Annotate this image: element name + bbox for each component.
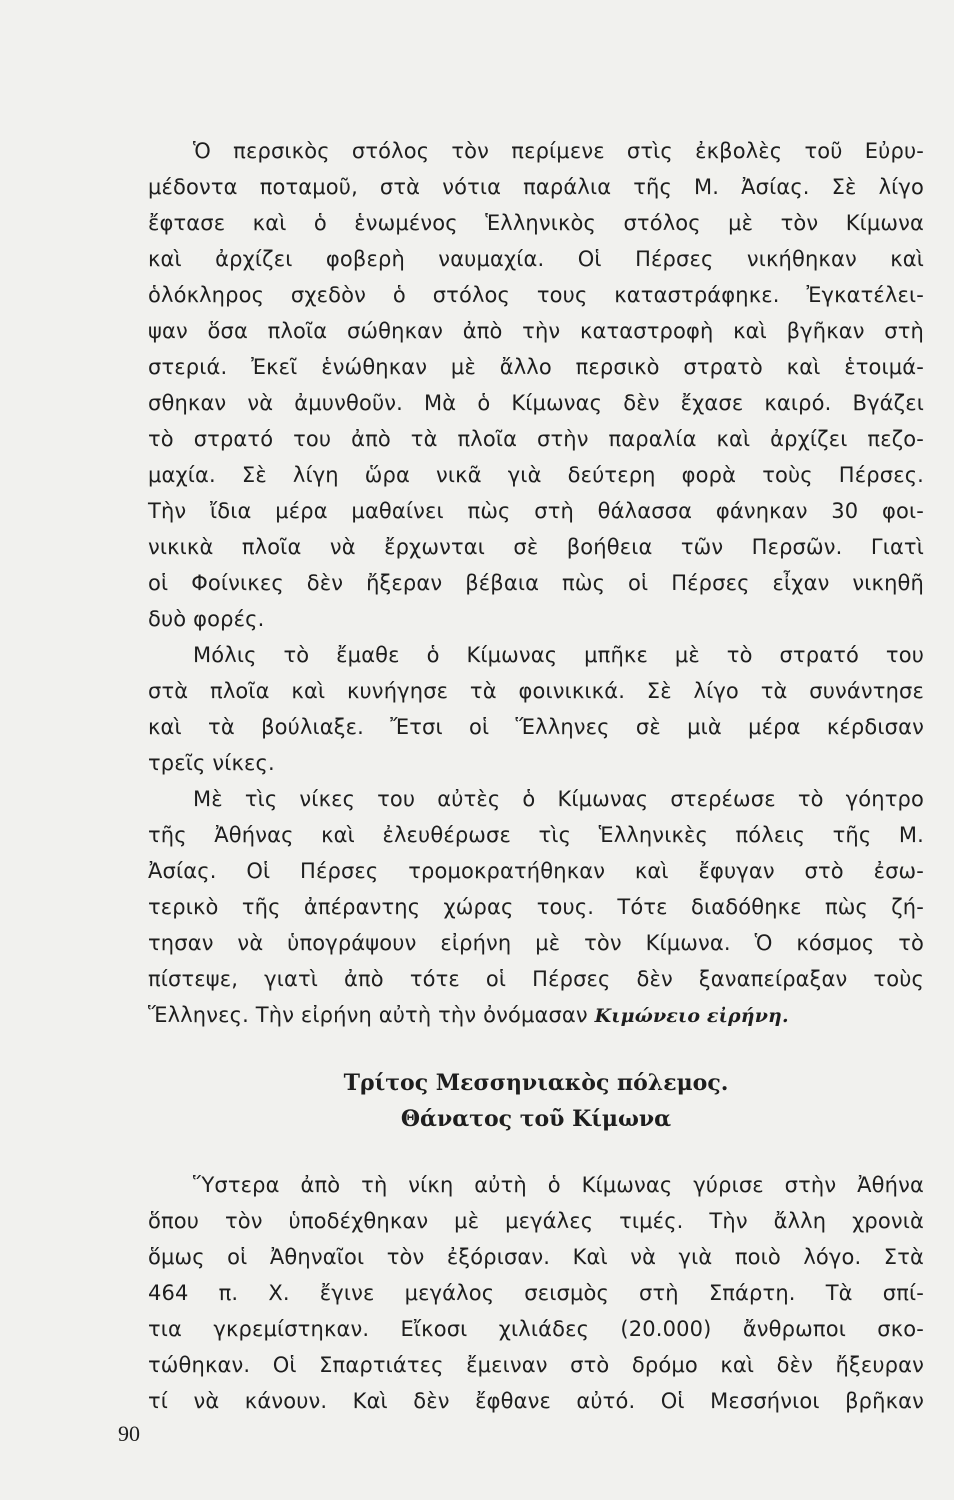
text-line: νικικὰ πλοῖα νὰ ἔρχωνται σὲ βοήθεια τῶν Περσῶν. Γιατὶ <box>148 535 924 559</box>
text-line: οἱ Φοίνικες δὲν ἤξεραν βέβαια πὼς οἱ Πέρσες εἶχαν νικηθῆ <box>148 571 924 595</box>
text-span: Ἕλληνες. Τὴν εἰρήνη αὐτὴ τὴν ὀνόμασαν <box>148 1003 588 1027</box>
text-line: ψαν ὅσα πλοῖα σώθηκαν ἀπὸ τὴν καταστροφὴ καὶ βγῆκαν στὴ <box>148 319 924 343</box>
text-line: τί νὰ κάνουν. Καὶ δὲν ἔφθανε αὐτό. Οἱ Μεσσήνιοι βρῆκαν <box>148 1389 924 1413</box>
section-heading: Τρίτος Μεσσηνιακὸς πόλεμος. <box>343 1070 729 1096</box>
text-line: τὸ στρατό του ἀπὸ τὰ πλοῖα στὴν παραλία καὶ ἀρχίζει πεζο- <box>148 427 924 451</box>
text-line <box>148 1000 924 1031</box>
text-line: τησαν νὰ ὑπογράψουν εἰρήνη μὲ τὸν Κίμωνα. Ὁ κόσμος τὸ <box>148 931 924 955</box>
text-line: τρεῖς νίκες. <box>148 751 275 775</box>
section-subheading: Θάνατος τοῦ Κίμωνα <box>400 1106 672 1132</box>
text-line: καὶ τὰ βούλιαξε. Ἔτσι οἱ Ἕλληνες σὲ μιὰ μέρα κέρδισαν <box>148 715 924 739</box>
text-line: Ἀσίας. Οἱ Πέρσες τρομοκρατήθηκαν καὶ ἔφυγαν στὸ ἐσω- <box>148 859 924 883</box>
text-line: μέδοντα ποταμοῦ, στὰ νότια παράλια τῆς Μ. Ἀσίας. Σὲ λίγο <box>148 175 924 199</box>
text-line: στὰ πλοῖα καὶ κυνήγησε τὰ φοινικικά. Σὲ λίγο τὰ συνάντησε <box>148 679 924 703</box>
text-line: σθηκαν νὰ ἀμυνθοῦν. Μὰ ὁ Κίμωνας δὲν ἔχασε καιρό. Βγάζει <box>148 391 924 415</box>
text-line: ὁλόκληρος σχεδὸν ὁ στόλος τους καταστράφηκε. Ἐγκατέλει- <box>148 283 924 307</box>
text-line: 464 π. Χ. ἔγινε μεγάλος σεισμὸς στὴ Σπάρτη. Τὰ σπί- <box>148 1281 924 1305</box>
text-line: δυὸ φορές. <box>148 607 265 631</box>
text-line: τῆς Ἀθήνας καὶ ἐλευθέρωσε τὶς Ἑλληνικὲς πόλεις τῆς Μ. <box>148 823 924 847</box>
text-line: τερικὸ τῆς ἀπέραντης χώρας τους. Τότε διαδόθηκε πὼς ζή- <box>148 895 924 919</box>
text-line: ὅμως οἱ Ἀθηναῖοι τὸν ἐξόρισαν. Καὶ νὰ γιὰ ποιὸ λόγο. Στὰ <box>148 1245 924 1269</box>
text-line: ἔφτασε καὶ ὁ ἑνωμένος Ἑλληνικὸς στόλος μὲ τὸν Κίμωνα <box>148 211 924 235</box>
text-line: Ὕστερα ἀπὸ τὴ νίκη αὐτὴ ὁ Κίμωνας γύρισε στὴν Ἀθήνα <box>193 1173 924 1197</box>
text-line: στεριά. Ἐκεῖ ἑνώθηκαν μὲ ἄλλο περσικὸ στρατὸ καὶ ἑτοιμά- <box>148 355 924 379</box>
text-line: Μόλις τὸ ἔμαθε ὁ Κίμωνας μπῆκε μὲ τὸ στρατό του <box>193 643 924 667</box>
text-line: πίστεψε, γιατὶ ἀπὸ τότε οἱ Πέρσες δὲν ξαναπείραξαν τοὺς <box>148 967 924 991</box>
text-line: τώθηκαν. Οἱ Σπαρτιάτες ἔμειναν στὸ δρόμο καὶ δὲν ἤξευραν <box>148 1353 924 1377</box>
text-line: Μὲ τὶς νίκες του αὐτὲς ὁ Κίμωνας στερέωσε τὸ γόητρο <box>193 787 924 811</box>
text-line: Τὴν ἴδια μέρα μαθαίνει πὼς στὴ θάλασσα φάνηκαν 30 φοι- <box>148 499 924 523</box>
text-line: καὶ ἀρχίζει φοβερὴ ναυμαχία. Οἱ Πέρσες νικήθηκαν καὶ <box>148 247 924 271</box>
text-line: τια γκρεμίστηκαν. Εἴκοσι χιλιάδες (20.000) ἄνθρωποι σκο- <box>148 1317 924 1341</box>
text-line: Ὁ περσικὸς στόλος τὸν περίμενε στὶς ἐκβολὲς τοῦ Εὐρυ- <box>193 139 924 163</box>
text-line: ὅπου τὸν ὑποδέχθηκαν μὲ μεγάλες τιμές. Τὴν ἄλλη χρονιὰ <box>148 1209 924 1233</box>
text-line: μαχία. Σὲ λίγη ὥρα νικᾶ γιὰ δεύτερη φορὰ τοὺς Πέρσες. <box>148 463 924 487</box>
emphasis-text: Κιμώνειο εἰρήνη. <box>594 1005 789 1027</box>
page-number: 90 <box>118 1421 140 1446</box>
